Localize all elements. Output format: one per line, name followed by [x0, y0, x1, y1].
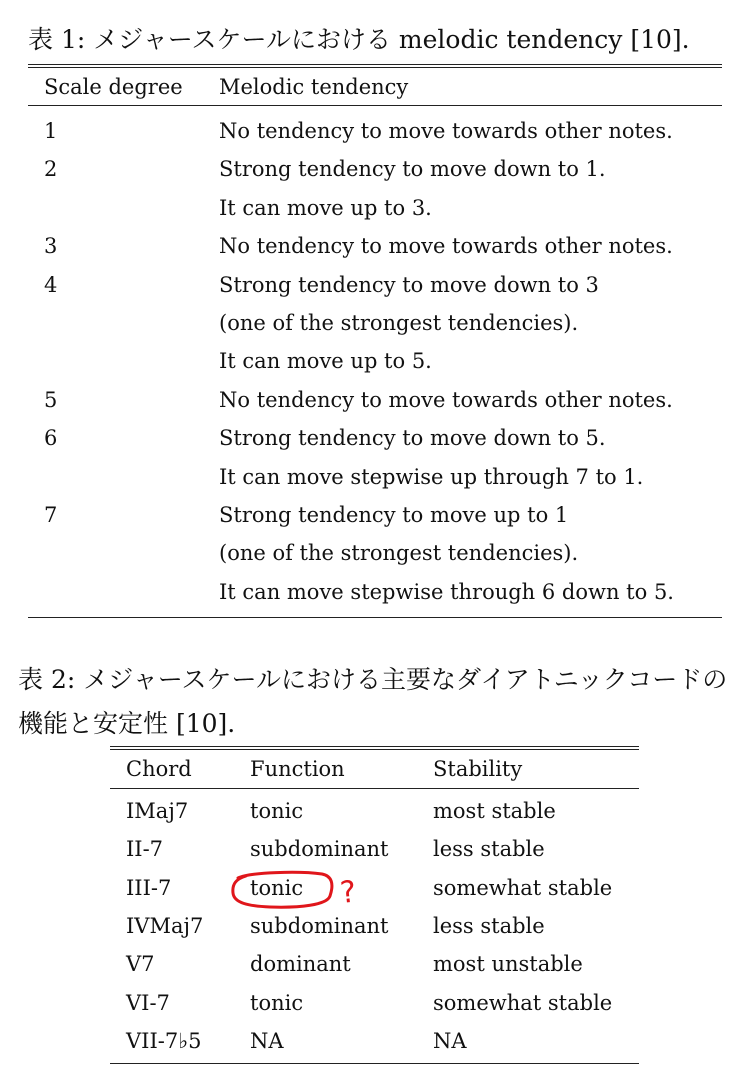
table1-header-scale-degree: Scale degree [44, 74, 183, 99]
table1-row [28, 150, 722, 227]
chord-cell: II-7 [126, 837, 164, 862]
chord-function-table [110, 746, 639, 1064]
scale-degree-cell [28, 496, 219, 611]
melodic-tendency-table [28, 64, 722, 618]
scale-degree-value: 4 [44, 272, 58, 297]
table1-header-melodic-tendency: Melodic tendency [219, 74, 409, 99]
chord-cell: IVMaj7 [126, 914, 204, 939]
scale-degree-cell [28, 381, 219, 419]
stability-cell: NA [433, 1028, 467, 1053]
melodic-tendency-line: It can move up to 5. [219, 349, 432, 374]
table1-row [28, 496, 722, 611]
melodic-tendency-line: Strong tendency to move up to 1 [219, 502, 569, 527]
melodic-tendency-line: No tendency to move towards other notes. [219, 387, 673, 412]
melodic-tendency-line: Strong tendency to move down to 3 [219, 272, 599, 297]
scale-degree-value: 3 [44, 234, 58, 259]
melodic-tendency-cell [219, 419, 722, 496]
table2-bottom-rule [110, 1063, 639, 1064]
stability-cell: somewhat stable [433, 875, 613, 900]
melodic-tendency-line: It can move stepwise through 6 down to 5. [219, 579, 674, 604]
function-cell: tonic [250, 799, 304, 824]
table2-row [110, 983, 639, 1021]
table1-row [28, 112, 722, 150]
table2-body [110, 789, 639, 1063]
table2-caption: 表 2: メジャースケールにおける主要なダイアトニックコードの機能と安定性 [10]. [18, 665, 728, 738]
function-cell: subdominant [250, 837, 389, 862]
table2-header-function: Function [250, 757, 345, 781]
scale-degree-cell [28, 419, 219, 496]
scale-degree-value: 2 [44, 157, 58, 182]
function-cell: NA [250, 1028, 284, 1053]
table1-row [28, 419, 722, 496]
melodic-tendency-line: It can move up to 3. [219, 195, 432, 220]
table1-body [28, 106, 722, 617]
table1-row [28, 266, 722, 381]
table2-row [110, 792, 639, 830]
stability-cell: less stable [433, 914, 545, 939]
melodic-tendency-cell [219, 112, 722, 150]
melodic-tendency-line: (one of the strongest tendencies). [219, 310, 579, 335]
scale-degree-value: 6 [44, 426, 58, 451]
chord-cell: III-7 [126, 875, 172, 900]
table1-bottom-rule [28, 617, 722, 618]
table2-row [110, 945, 639, 983]
function-cell: dominant [250, 952, 351, 977]
melodic-tendency-cell [219, 266, 722, 381]
melodic-tendency-line: Strong tendency to move down to 5. [219, 426, 606, 451]
stability-cell: less stable [433, 837, 545, 862]
stability-cell: most stable [433, 799, 556, 824]
scale-degree-cell [28, 112, 219, 150]
scale-degree-cell [28, 266, 219, 381]
melodic-tendency-cell [219, 227, 722, 265]
function-cell: tonic [250, 990, 304, 1015]
scale-degree-cell [28, 227, 219, 265]
scale-degree-value: 1 [44, 119, 58, 143]
table1-header-row [28, 68, 722, 105]
stability-cell: most unstable [433, 952, 583, 977]
melodic-tendency-cell [219, 150, 722, 227]
table2-row [110, 869, 639, 907]
melodic-tendency-cell [219, 381, 722, 419]
function-cell: subdominant [250, 914, 389, 939]
stability-cell: somewhat stable [433, 990, 613, 1015]
melodic-tendency-cell [219, 496, 722, 611]
table2-row [110, 907, 639, 945]
scale-degree-value: 5 [44, 387, 58, 412]
table1-row [28, 227, 722, 265]
table1-row [28, 381, 722, 419]
table2-row [110, 830, 639, 868]
table2-header-stability: Stability [433, 757, 523, 781]
melodic-tendency-line: No tendency to move towards other notes. [219, 234, 673, 259]
function-cell: tonic [250, 875, 304, 900]
melodic-tendency-line: No tendency to move towards other notes. [219, 119, 673, 143]
chord-cell: VI-7 [126, 990, 170, 1015]
chord-cell: VII-7♭5 [126, 1028, 202, 1053]
melodic-tendency-line: (one of the strongest tendencies). [219, 541, 579, 566]
chord-cell: IMaj7 [126, 799, 189, 824]
table2-header-chord: Chord [126, 757, 192, 781]
annotation-question-mark: ? [338, 874, 358, 911]
table1-caption: 表 1: メジャースケールにおける melodic tendency [10]. [28, 25, 690, 54]
scale-degree-cell [28, 150, 219, 227]
melodic-tendency-line: It can move stepwise up through 7 to 1. [219, 464, 644, 489]
table2-row [110, 1022, 639, 1060]
melodic-tendency-line: Strong tendency to move down to 1. [219, 157, 606, 182]
chord-cell: V7 [126, 952, 155, 977]
table2-header-row [110, 750, 639, 788]
scale-degree-value: 7 [44, 502, 58, 527]
